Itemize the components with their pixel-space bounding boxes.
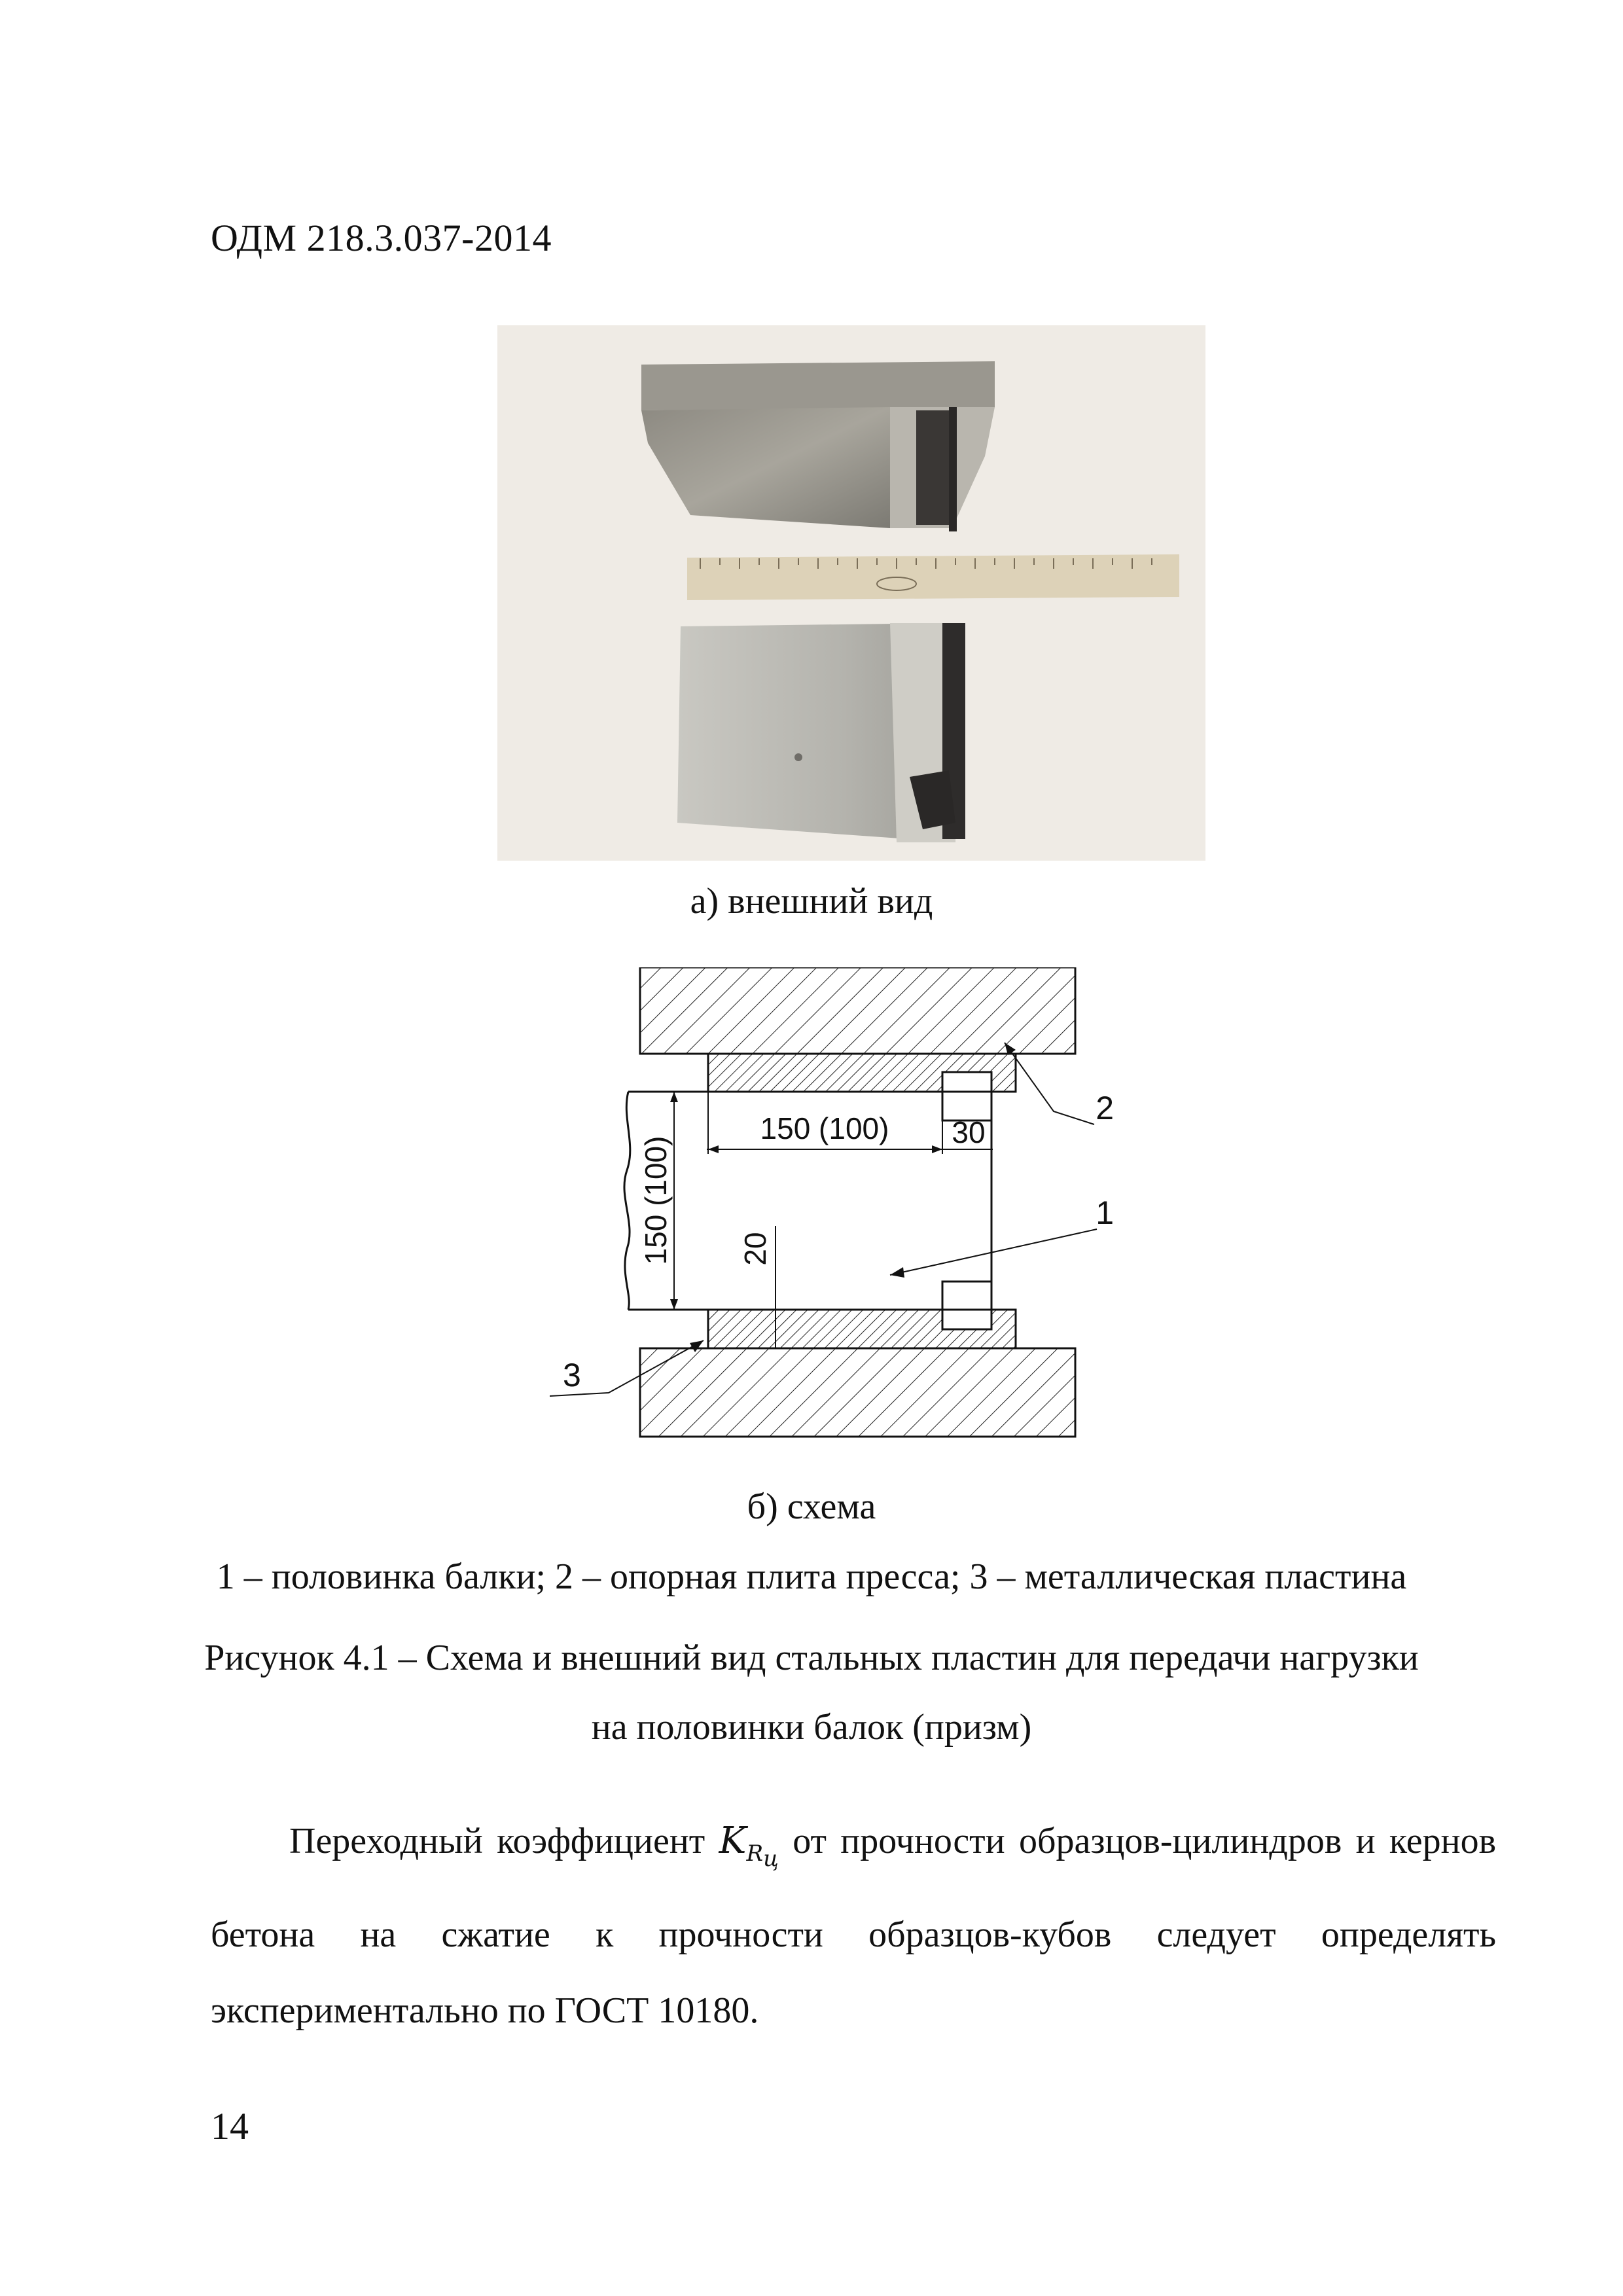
- caption-scheme: б) схема: [747, 1486, 876, 1527]
- label-3-steel-plate: 3: [563, 1357, 581, 1393]
- dim-width-label: 150 (100): [760, 1111, 889, 1145]
- paragraph-rest: от прочности образцов-цилиндров и кернов бетона на сжатие к прочности образцов-кубов следует определять экспериментально по ГОСТ 10180.: [211, 1821, 1497, 2031]
- figure-title: [196, 1623, 1427, 1762]
- photo-steel-plates: [497, 325, 1205, 861]
- coefficient-symbol: $K_{R_ц}$: [719, 1820, 779, 1872]
- document-code: ОДМ 218.3.037-2014: [211, 217, 552, 259]
- dim-plate-label: 30: [952, 1115, 986, 1149]
- body-paragraph: [211, 1803, 1496, 2049]
- label-1-beam-half: 1: [1096, 1194, 1113, 1231]
- dim-height-label: 150 (100): [639, 1136, 673, 1265]
- figure-title-line2: на половинки балок (призм): [591, 1707, 1032, 1748]
- caption-external-view: а) внешний вид: [690, 881, 933, 922]
- dim-offset-label: 20: [738, 1232, 772, 1266]
- paragraph-start: Переходный коэффициент: [289, 1821, 705, 1861]
- top-press-plate: [640, 967, 1075, 1054]
- bottom-press-plate: [640, 1348, 1075, 1437]
- page-number: 14: [211, 2105, 249, 2147]
- label-2-press-plate: 2: [1096, 1090, 1113, 1126]
- figure-title-line1: Рисунок 4.1 – Схема и внешний вид стальных пластин для передачи нагрузки: [204, 1638, 1419, 1678]
- figure-legend: 1 – половинка балки; 2 – опорная плита пресса; 3 – металлическая пластина: [216, 1556, 1407, 1597]
- scheme-diagram: [550, 967, 1113, 1452]
